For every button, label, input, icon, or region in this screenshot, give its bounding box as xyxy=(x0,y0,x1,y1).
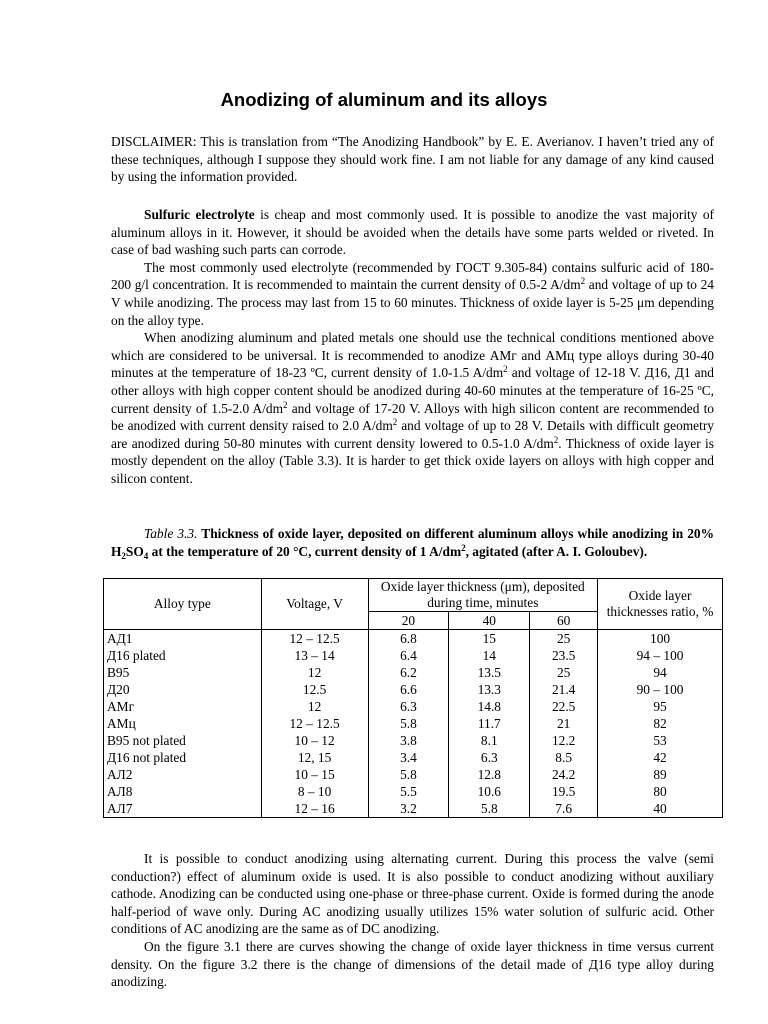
cell-thickness-20: 5.8 xyxy=(368,766,449,783)
superscript: 2 xyxy=(503,364,508,375)
cell-thickness-60: 23.5 xyxy=(530,647,598,664)
table-row xyxy=(104,698,723,715)
cell-alloy: АЛ2 xyxy=(104,766,262,783)
cell-ratio: 40 xyxy=(598,800,723,818)
cell-thickness-40: 11.7 xyxy=(449,715,530,732)
main-text-section xyxy=(111,206,714,488)
cell-thickness-40: 12.8 xyxy=(449,766,530,783)
cell-thickness-60: 25 xyxy=(530,664,598,681)
header-time-40: 40 xyxy=(449,612,530,630)
cell-ratio: 94 xyxy=(598,664,723,681)
subscript: 2 xyxy=(121,550,126,561)
cell-voltage: 12 xyxy=(261,698,368,715)
cell-voltage: 10 – 15 xyxy=(261,766,368,783)
cell-thickness-60: 19.5 xyxy=(530,783,598,800)
cell-ratio: 90 – 100 xyxy=(598,681,723,698)
cell-thickness-20: 6.8 xyxy=(368,630,449,648)
superscript: 2 xyxy=(553,434,559,445)
cell-thickness-40: 8.1 xyxy=(449,732,530,749)
cell-alloy: Д16 plated xyxy=(104,647,262,664)
table-row xyxy=(104,749,723,766)
cell-alloy: Д20 xyxy=(104,681,262,698)
table-body xyxy=(104,630,723,818)
cell-thickness-60: 21 xyxy=(530,715,598,732)
cell-alloy: АМц xyxy=(104,715,262,732)
page-title: Anodizing of aluminum and its alloys xyxy=(220,89,548,110)
cell-thickness-40: 5.8 xyxy=(449,800,530,818)
paragraph-sulfuric-electrolyte xyxy=(111,206,714,259)
cell-alloy: В95 xyxy=(104,664,262,681)
cell-alloy: АД1 xyxy=(104,630,262,648)
cell-voltage: 8 – 10 xyxy=(261,783,368,800)
paragraph-text: is cheap and most commonly used. It is possible to anodize the vast majority of aluminum alloys in it. However, it should be avoided when the details have some parts welded or riveted. In case of bad washing such parts can corrode. xyxy=(111,207,715,258)
table-row xyxy=(104,783,723,800)
paragraph-text: When anodizing aluminum and plated metals one should use the technical conditions mentioned above which are considered to be universal. It is recommended to anodize АМг and АМц type alloys during 30-40 minutes at the temperature of 18-23 ºC, current density of 1.0-1.5 A/dm xyxy=(111,330,714,381)
bold-term: Sulfuric electrolyte xyxy=(144,207,255,222)
cell-ratio: 100 xyxy=(598,630,723,648)
cell-ratio: 94 – 100 xyxy=(598,647,723,664)
caption-text: SO xyxy=(125,543,144,559)
cell-voltage: 10 – 12 xyxy=(261,732,368,749)
table-row xyxy=(104,800,723,818)
cell-thickness-20: 3.2 xyxy=(368,800,449,818)
disclaimer-section xyxy=(111,133,714,186)
cell-voltage: 12 xyxy=(261,664,368,681)
table-row xyxy=(104,647,723,664)
paragraph-electrolyte-composition xyxy=(111,259,714,329)
cell-thickness-20: 6.3 xyxy=(368,698,449,715)
cell-ratio: 95 xyxy=(598,698,723,715)
cell-voltage: 12 – 12.5 xyxy=(261,630,368,648)
cell-thickness-60: 21.4 xyxy=(530,681,598,698)
paragraph-text: and voltage of up to 28 V. Details with difficult geometry are anodized during 50-80 minutes with current density lowered to 0.5-1.0 A/dm xyxy=(111,418,714,451)
header-voltage: Voltage, V xyxy=(261,579,368,630)
cell-alloy: АМг xyxy=(104,698,262,715)
cell-thickness-40: 13.3 xyxy=(449,681,530,698)
table-caption xyxy=(111,525,714,560)
header-oxide-thickness: Oxide layer thickness (μm), deposited during time, minutes xyxy=(368,579,598,612)
cell-voltage: 12 – 16 xyxy=(261,800,368,818)
cell-thickness-20: 5.8 xyxy=(368,715,449,732)
superscript: 2 xyxy=(580,276,586,287)
cell-ratio: 89 xyxy=(598,766,723,783)
cell-thickness-60: 8.5 xyxy=(530,749,598,766)
paragraph-text: and voltage of 17-20 V. Alloys with high silicon content are recommended to be anodized with current density raised to 2.0 A/dm xyxy=(111,400,714,434)
disclaimer-paragraph: DISCLAIMER: This is translation from “The Anodizing Handbook” by E. E. Averianov. I haven’t tried any of these techniques, although I suppose they should work fine. I am not liable for any damage of any kind caused by using the information provided. xyxy=(111,134,714,185)
cell-thickness-60: 25 xyxy=(530,630,598,648)
superscript: 2 xyxy=(392,417,398,428)
cell-voltage: 12, 15 xyxy=(261,749,368,766)
table-row xyxy=(104,681,723,698)
cell-thickness-60: 12.2 xyxy=(530,732,598,749)
cell-thickness-60: 24.2 xyxy=(530,766,598,783)
header-time-20: 20 xyxy=(368,612,449,630)
cell-thickness-20: 5.5 xyxy=(368,783,449,800)
header-thickness-ratio: Oxide layer thicknesses ratio, % xyxy=(598,579,723,630)
caption-text: at the temperature of 20 °C, current density of 1 A/dm xyxy=(148,543,462,559)
table-header xyxy=(104,579,723,630)
cell-ratio: 82 xyxy=(598,715,723,732)
cell-thickness-40: 10.6 xyxy=(449,783,530,800)
cell-thickness-60: 22.5 xyxy=(530,698,598,715)
cell-ratio: 53 xyxy=(598,732,723,749)
subscript: 4 xyxy=(143,550,149,561)
cell-thickness-20: 6.2 xyxy=(368,664,449,681)
caption-text: Thickness of oxide layer, deposited on different aluminum alloys while anodizing in 20% H xyxy=(111,526,714,559)
cell-alloy: АЛ7 xyxy=(104,800,262,818)
cell-voltage: 12 – 12.5 xyxy=(261,715,368,732)
paragraph-text: . Thickness of oxide layer is mostly dependent on the alloy (Table 3.3). It is harder to get thick oxide layers on alloys with high copper and silicon content. xyxy=(111,435,714,486)
cell-thickness-40: 6.3 xyxy=(449,749,530,766)
paragraph-ac-anodizing: It is possible to conduct anodizing using alternating current. During this process the valve (semi conduction?) effect of aluminum oxide is used. It is also possible to conduct anodizing without auxiliary cathode. Anodizing can be conducted using one-phase or three-phase current. Oxide is formed during the anode half-period of wave only. During AC anodizing usually utilizes 15% water solution of sulfuric acid. Other conditions of AC anodizing are the same as of DC anodizing. xyxy=(111,851,714,937)
paragraph-anodizing-conditions xyxy=(111,329,714,487)
superscript: 2 xyxy=(461,542,466,553)
table-row xyxy=(104,732,723,749)
cell-voltage: 13 – 14 xyxy=(261,647,368,664)
table-row xyxy=(104,664,723,681)
cell-voltage: 12.5 xyxy=(261,681,368,698)
cell-alloy: Д16 not plated xyxy=(104,749,262,766)
header-alloy-type: Alloy type xyxy=(104,579,262,630)
superscript: 2 xyxy=(283,399,288,410)
table-row xyxy=(104,766,723,783)
paragraph-figures: On the figure 3.1 there are curves showing the change of oxide layer thickness in time versus current density. On the figure 3.2 there is the change of dimensions of the detail made of Д16 type alloy during anodizing. xyxy=(111,938,714,990)
header-time-60: 60 xyxy=(530,612,598,630)
cell-thickness-40: 13.5 xyxy=(449,664,530,681)
table-row xyxy=(104,630,723,648)
ac-anodizing-section xyxy=(111,850,714,991)
cell-thickness-60: 7.6 xyxy=(530,800,598,818)
cell-thickness-40: 14 xyxy=(449,647,530,664)
cell-ratio: 42 xyxy=(598,749,723,766)
cell-thickness-20: 6.4 xyxy=(368,647,449,664)
cell-ratio: 80 xyxy=(598,783,723,800)
oxide-thickness-table xyxy=(103,578,723,818)
cell-alloy: В95 not plated xyxy=(104,732,262,749)
cell-thickness-40: 15 xyxy=(449,630,530,648)
cell-thickness-20: 3.8 xyxy=(368,732,449,749)
cell-alloy: АЛ8 xyxy=(104,783,262,800)
cell-thickness-20: 6.6 xyxy=(368,681,449,698)
paragraph-text: and voltage of 12-18 V. Д16, Д1 and other alloys with high copper content should be anodized during 40-60 minutes at the temperature of 16-25 ºC, current density of 1.5-2.0 A/dm xyxy=(111,365,715,416)
caption-text: , agitated (after A. I. Goloubev). xyxy=(465,543,648,559)
cell-thickness-40: 14.8 xyxy=(449,698,530,715)
paragraph-text: and voltage of up to 24 V while anodizing. The process may last from 15 to 60 minutes. Thickness of oxide layer is 5-25 μm depending on the alloy type. xyxy=(111,277,715,328)
paragraph-text: The most commonly used electrolyte (recommended by ГОСТ 9.305-84) contains sulfuric acid of 180-200 g/l concentration. It is recommended to maintain the current density of 0.5-2 A/dm xyxy=(111,259,714,293)
table-row xyxy=(104,715,723,732)
cell-thickness-20: 3.4 xyxy=(368,749,449,766)
table-label: Table 3.3. xyxy=(144,526,198,541)
